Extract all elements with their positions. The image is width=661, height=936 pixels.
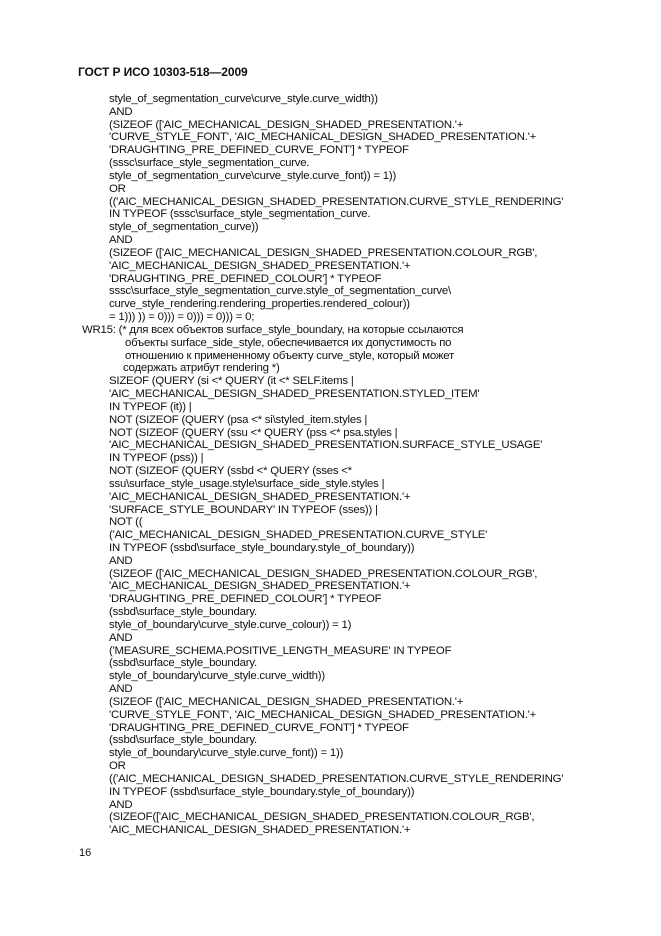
code-line: 'CURVE_STYLE_FONT', 'AIC_MECHANICAL_DESIGN_SHADED_PRESENTATION.'+ [109, 708, 537, 721]
code-line: 'DRAUGHTING_PRE_DEFINED_CURVE_FONT'] * TYPEOF [109, 144, 409, 157]
code-line: AND [109, 234, 133, 247]
code-line: curve_style_rendering.rendering_properties.rendered_colour)) [109, 298, 410, 311]
code-line: NOT (( [109, 516, 143, 529]
code-line: AND [109, 631, 133, 644]
code-line: 'DRAUGHTING_PRE_DEFINED_COLOUR'] * TYPEOF [109, 272, 382, 285]
code-line: (ssbd\surface_style_boundary. [109, 606, 257, 619]
code-line: ('AIC_MECHANICAL_DESIGN_SHADED_PRESENTATION.CURVE_STYLE' [109, 529, 488, 542]
page-header-standard-number: ГОСТ Р ИСО 10303-518—2009 [78, 65, 248, 79]
code-line: 'AIC_MECHANICAL_DESIGN_SHADED_PRESENTATION.'+ [109, 824, 411, 837]
code-line: ssu\surface_style_usage.style\surface_side_style.styles | [109, 477, 385, 490]
code-line: AND [109, 683, 133, 696]
code-line: style_of_segmentation_curve\curve_style.curve_width)) [109, 93, 378, 105]
code-line: IN TYPEOF (ssbd\surface_style_boundary.style_of_boundary)) [109, 541, 415, 554]
code-line: (SIZEOF(['AIC_MECHANICAL_DESIGN_SHADED_PRESENTATION.COLOUR_RGB', [109, 811, 535, 824]
rule-label-line: WR15: (* для всех объектов surface_style_boundary, на которые ссылаются [82, 323, 464, 336]
code-line: 'DRAUGHTING_PRE_DEFINED_CURVE_FONT'] * TYPEOF [109, 721, 409, 734]
code-line: = 1))) )) = 0))) = 0))) = 0))) = 0; [109, 311, 255, 324]
code-line: 'AIC_MECHANICAL_DESIGN_SHADED_PRESENTATION.SURFACE_STYLE_USAGE' [109, 439, 543, 452]
code-line: style_of_segmentation_curve)) [109, 221, 259, 234]
code-line: (('AIC_MECHANICAL_DESIGN_SHADED_PRESENTATION.CURVE_STYLE_RENDERING' [109, 772, 564, 785]
code-line: (sssc\surface_style_segmentation_curve. [109, 157, 310, 170]
code-line: OR [109, 760, 126, 773]
code-line: 'AIC_MECHANICAL_DESIGN_SHADED_PRESENTATION.'+ [109, 259, 411, 272]
code-line: IN TYPEOF (ssbd\surface_style_boundary.style_of_boundary)) [109, 785, 415, 798]
code-line: IN TYPEOF (it)) | [109, 400, 192, 413]
code-line: 'AIC_MECHANICAL_DESIGN_SHADED_PRESENTATION.'+ [109, 490, 411, 503]
code-line: ('MEASURE_SCHEMA.POSITIVE_LENGTH_MEASURE' IN TYPEOF [109, 644, 452, 657]
code-line: 'CURVE_STYLE_FONT', 'AIC_MECHANICAL_DESIGN_SHADED_PRESENTATION.'+ [109, 131, 537, 144]
code-line: 'DRAUGHTING_PRE_DEFINED_COLOUR'] * TYPEOF [109, 593, 382, 606]
code-line: sssc\surface_style_segmentation_curve.style_of_segmentation_curve\ [109, 285, 451, 298]
code-line: 'AIC_MECHANICAL_DESIGN_SHADED_PRESENTATION.'+ [109, 580, 411, 593]
comment-line: объекты surface_side_style, обеспечивается их допустимость по [125, 336, 452, 349]
code-line: (SIZEOF (['AIC_MECHANICAL_DESIGN_SHADED_PRESENTATION.COLOUR_RGB', [109, 246, 538, 259]
code-line: IN TYPEOF (sssc\surface_style_segmentation_curve. [109, 208, 371, 221]
code-line: SIZEOF (QUERY (si <* QUERY (it <* SELF.items | [109, 375, 354, 388]
code-line: style_of_boundary\curve_style.curve_font)) = 1)) [109, 747, 344, 760]
code-line: (ssbd\surface_style_boundary. [109, 657, 257, 670]
code-line: (ssbd\surface_style_boundary. [109, 734, 257, 747]
express-code-block [0, 93, 661, 837]
code-line: (SIZEOF (['AIC_MECHANICAL_DESIGN_SHADED_PRESENTATION.'+ [109, 695, 464, 708]
code-line: IN TYPEOF (pss)) | [109, 452, 204, 465]
code-line: 'AIC_MECHANICAL_DESIGN_SHADED_PRESENTATION.STYLED_ITEM' [109, 388, 480, 401]
code-line: AND [109, 798, 133, 811]
code-line: (SIZEOF (['AIC_MECHANICAL_DESIGN_SHADED_PRESENTATION.'+ [109, 118, 464, 131]
code-line: NOT (SIZEOF (QUERY (ssu <* QUERY (pss <* psa.styles | [109, 426, 398, 439]
comment-line: содержать атрибут rendering *) [123, 362, 280, 375]
code-line: AND [109, 105, 133, 118]
code-line: 'SURFACE_STYLE_BOUNDARY' IN TYPEOF (sses)) | [109, 503, 378, 516]
comment-line: отношению к примененному объекту curve_style, который может [125, 349, 455, 362]
code-line: style_of_boundary\curve_style.curve_colour)) = 1) [109, 618, 352, 631]
code-line: (('AIC_MECHANICAL_DESIGN_SHADED_PRESENTATION.CURVE_STYLE_RENDERING' [109, 195, 564, 208]
code-line: OR [109, 182, 126, 195]
code-line: AND [109, 554, 133, 567]
code-line: NOT (SIZEOF (QUERY (ssbd <* QUERY (sses <* [109, 465, 352, 478]
code-line: style_of_segmentation_curve\curve_style.curve_font)) = 1)) [109, 169, 397, 182]
code-line: NOT (SIZEOF (QUERY (psa <* si\styled_item.styles | [109, 413, 368, 426]
page-number: 16 [79, 847, 92, 859]
code-line: style_of_boundary\curve_style.curve_width)) [109, 670, 325, 683]
code-line: (SIZEOF (['AIC_MECHANICAL_DESIGN_SHADED_PRESENTATION.COLOUR_RGB', [109, 567, 538, 580]
